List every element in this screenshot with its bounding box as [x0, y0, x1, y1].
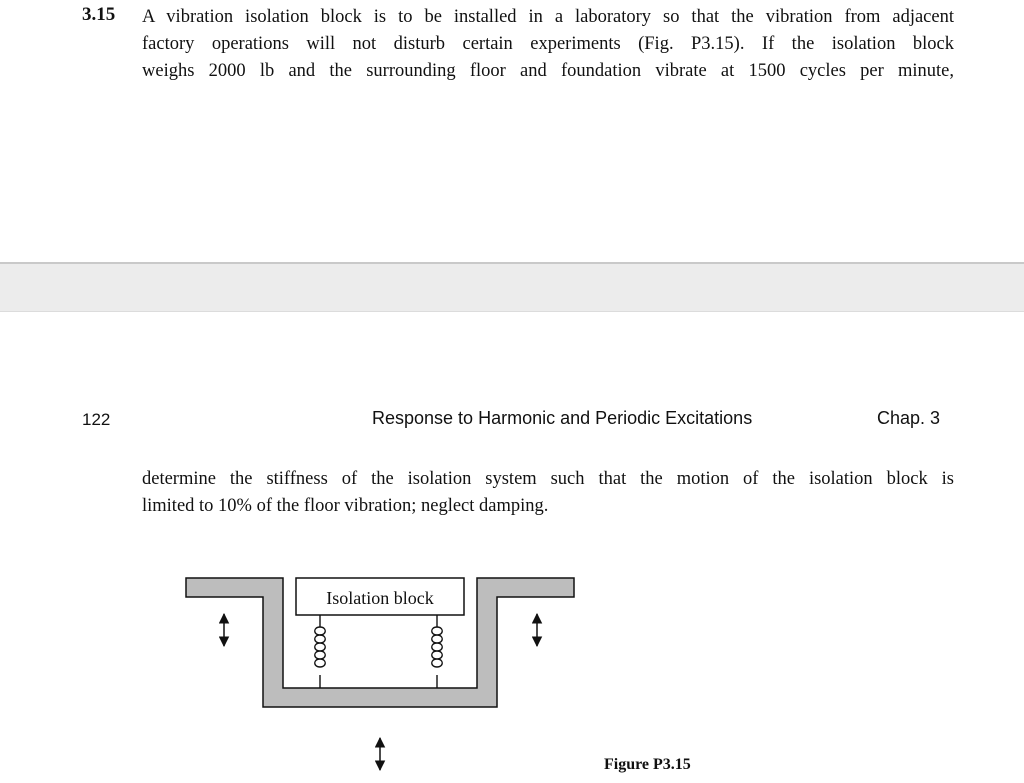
chapter-label: Chap. 3 — [877, 408, 941, 428]
continuation-line: determine the stiffness of the isolation system such that the motion of the isolation block is — [142, 469, 954, 489]
problem-line: factory operations will not disturb certain experiments (Fig. P3.15). If the isolation block — [142, 34, 954, 54]
running-head: Response to Harmonic and Periodic Excitations — [372, 408, 753, 428]
problem-line: A vibration isolation block is to be installed in a laboratory so that the vibration from adjacent — [142, 7, 954, 27]
isolation-block-label: Isolation block — [326, 588, 434, 608]
problem-number: 3.15 — [82, 4, 116, 25]
right-spring — [432, 615, 443, 688]
figure-caption: Figure P3.15 — [604, 756, 691, 773]
left-spring — [315, 615, 326, 688]
page-separator — [0, 262, 1024, 312]
continuation-text — [142, 466, 954, 520]
continuation-line: limited to 10% of the floor vibration; neglect damping. — [142, 496, 549, 516]
isolation-figure — [0, 560, 1024, 783]
problem-text — [142, 4, 954, 85]
page-number: 122 — [82, 410, 111, 429]
page-top — [0, 0, 1024, 262]
problem-line: weighs 2000 lb and the surrounding floor and foundation vibrate at 1500 cycles per minute, — [142, 61, 954, 81]
